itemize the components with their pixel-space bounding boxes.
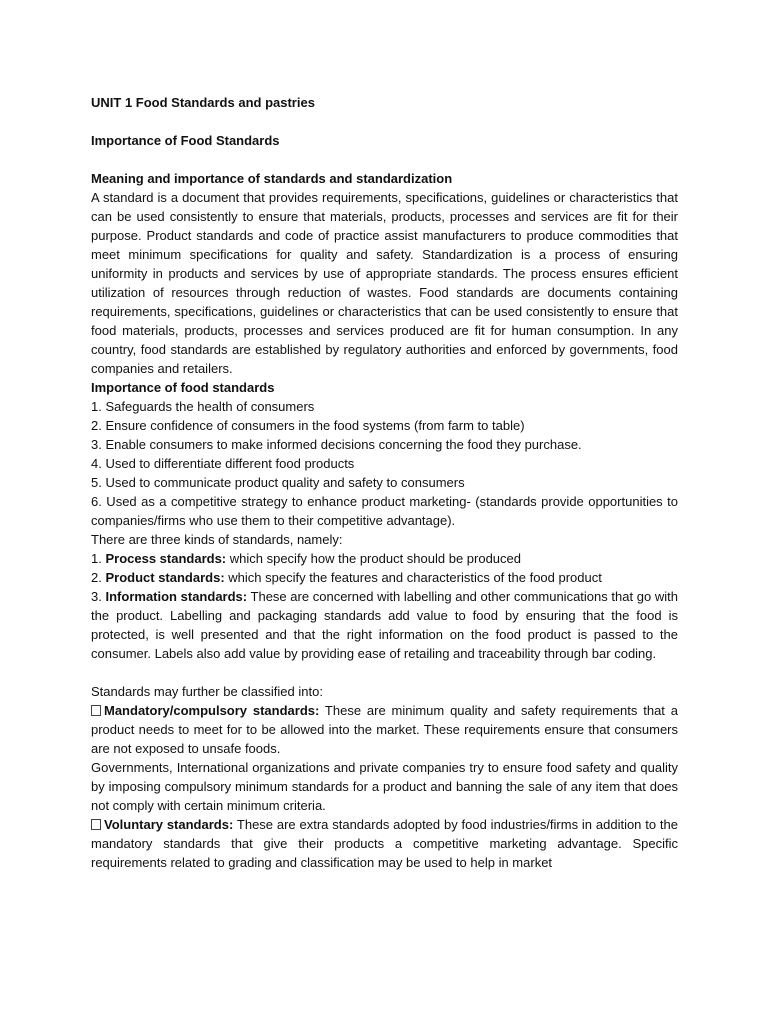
spacer (91, 663, 678, 682)
kind-item-information (91, 587, 678, 663)
kind-item-process (91, 549, 678, 568)
meaning-heading: Meaning and importance of standards and standardization (91, 171, 453, 186)
importance-heading: Importance of food standards (91, 380, 275, 395)
kinds-intro: There are three kinds of standards, namely: (91, 532, 343, 547)
importance-item-4: 4. Used to differentiate different food products (91, 456, 355, 471)
kind-number: 2. (91, 570, 106, 585)
spacer (91, 150, 678, 169)
unit-title: UNIT 1 Food Standards and pastries (91, 95, 315, 110)
kind-number: 1. (91, 551, 106, 566)
voluntary-standards-item (91, 815, 678, 872)
section-title: Importance of Food Standards (91, 133, 280, 148)
importance-item-3: 3. Enable consumers to make informed decisions concerning the food they purchase. (91, 437, 582, 452)
missing-glyph-bullet-icon (91, 819, 101, 830)
kind-term: Information standards: (105, 589, 248, 604)
mandatory-term: Mandatory/compulsory standards: (104, 703, 320, 718)
importance-item-5: 5. Used to communicate product quality and safety to consumers (91, 475, 465, 490)
voluntary-term: Voluntary standards: (104, 817, 234, 832)
kind-item-product (91, 568, 678, 587)
meaning-paragraph: A standard is a document that provides requirements, specifications, guidelines or characteristics that can be used consistently to ensure that materials, products, processes and services are fit for their purpose. Product standards and code of practice assist manufacturers to produce commodities that meet minimum specifications for quality and safety. Standardization is a process of ensuring uniformity in products and services by use of appropriate standards. The process ensures efficient utilization of resources through reduction of wastes. Food standards are documents containing requirements, specifications, guidelines or characteristics that can be used consistently to ensure that food materials, products, processes and services produced are fit for human consumption. In any country, food standards are established by regulatory authorities and enforced by governments, food companies and retailers. (91, 190, 678, 376)
kind-description: which specify the features and characteristics of the food product (224, 570, 602, 585)
classified-intro: Standards may further be classified into: (91, 684, 323, 699)
kind-term: Process standards: (105, 551, 227, 566)
kind-description: These are concerned with labelling and other communications that go with the product. Labelling and packaging standards add value to food by ensuring that the food is protected, is well presented and that the right information on the food product is passed to the consumer. Labels also add value by providing ease of retailing and traceability through bar coding. (91, 589, 678, 661)
missing-glyph-bullet-icon (91, 705, 101, 716)
document-page (91, 93, 678, 872)
mandatory-description: These are minimum quality and safety requirements that a product needs to meet for to be allowed into the market. These requirements ensure that consumers are not exposed to unsafe foods. (91, 703, 678, 756)
governments-paragraph: Governments, International organizations and private companies try to ensure food safety and quality by imposing compulsory minimum standards for a product and banning the sale of any item that does not comply with certain minimum criteria. (91, 760, 678, 813)
importance-item-2: 2. Ensure confidence of consumers in the food systems (from farm to table) (91, 418, 525, 433)
mandatory-standards-item (91, 701, 678, 758)
spacer (91, 112, 678, 131)
kind-number: 3. (91, 589, 106, 604)
importance-item-6: 6. Used as a competitive strategy to enhance product marketing- (standards provide opportunities to companies/firms who use them to their competitive advantage). (91, 494, 678, 528)
kind-description: which specify how the product should be produced (226, 551, 521, 566)
voluntary-description: These are extra standards adopted by food industries/firms in addition to the mandatory standards that give their products a competitive marketing advantage. Specific requirements related to grading and classification may be used to help in market (91, 817, 678, 870)
kind-term: Product standards: (105, 570, 225, 585)
importance-item-1: 1. Safeguards the health of consumers (91, 399, 315, 414)
